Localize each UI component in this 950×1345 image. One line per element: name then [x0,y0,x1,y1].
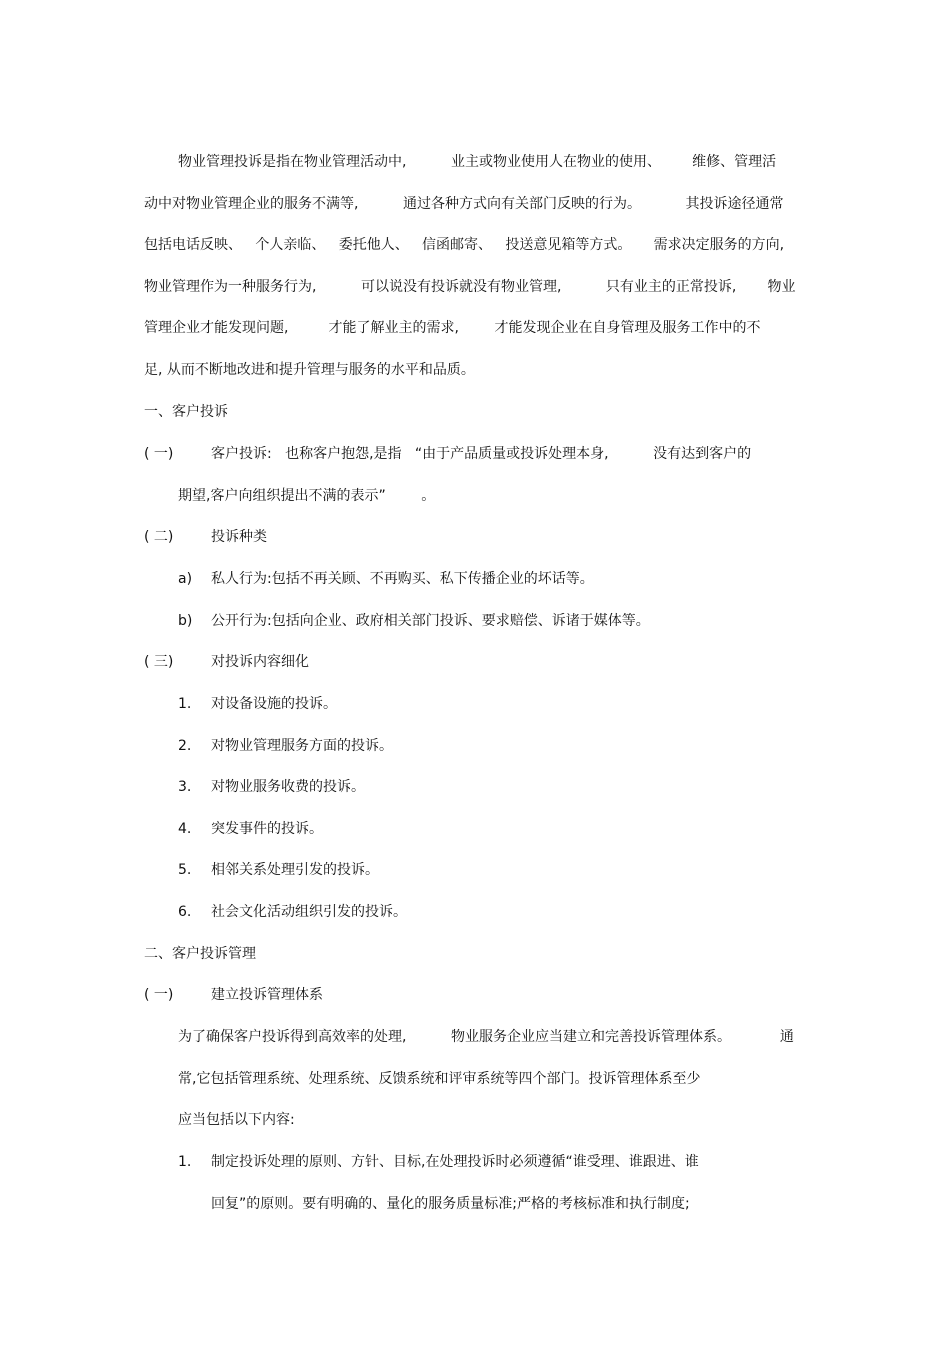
list-marker: 1. [178,1154,192,1170]
list-item: 公开行为:包括向企业、政府相关部门投诉、要求赔偿、诉诸于媒体等。 [211,613,650,629]
list-item: 对物业服务收费的投诉。 [211,779,365,795]
intro-line-3: 包括电话反映、 个人亲临、 委托他人、 信函邮寄、 投送意见箱等方式。 需求决定服务的方向, [144,237,785,253]
intro-line-4: 物业管理作为一种服务行为, 可以说没有投诉就没有物业管理, 只有业主的正常投诉, 物业 [144,279,796,295]
definition-line-2: 期望,客户向组织提出不满的表示” 。 [178,488,436,504]
subsection-title: 投诉种类 [211,529,267,545]
list-marker: b) [178,613,193,629]
subsection-label: ( 一) [144,987,174,1003]
list-item-line-2: 回复”的原则。要有明确的、量化的服务质量标准;严格的考核标准和执行制度; [211,1196,690,1212]
section-heading: 二、客户投诉管理 [144,946,256,962]
list-marker: 5. [178,862,192,878]
subsection-title: 对投诉内容细化 [211,654,309,670]
intro-line-5: 管理企业才能发现问题, 才能了解业主的需求, 才能发现企业在自身管理及服务工作中的不 [144,320,761,336]
paragraph-line-3: 应当包括以下内容: [178,1112,295,1128]
subsection-label: ( 二) [144,529,174,545]
definition-line-1: 客户投诉: 也称客户抱怨,是指 “由于产品质量或投诉处理本身, 没有达到客户的 [211,446,752,462]
paragraph-line-2: 常,它包括管理系统、处理系统、反馈系统和评审系统等四个部门。投诉管理体系至少 [178,1071,701,1087]
list-item: 对物业管理服务方面的投诉。 [211,738,393,754]
list-item: 社会文化活动组织引发的投诉。 [211,904,407,920]
intro-line-2: 动中对物业管理企业的服务不满等, 通过各种方式向有关部门反映的行为。 其投诉途径通常 [144,196,784,212]
list-marker: a) [178,571,193,587]
list-item: 相邻关系处理引发的投诉。 [211,862,379,878]
list-marker: 1. [178,696,192,712]
intro-line-1: 物业管理投诉是指在物业管理活动中, 业主或物业使用人在物业的使用、 维修、管理活 [178,154,777,170]
list-item: 对设备设施的投诉。 [211,696,337,712]
list-marker: 2. [178,738,192,754]
list-marker: 6. [178,904,192,920]
intro-line-6: 足, 从而不断地改进和提升管理与服务的水平和品质。 [144,362,475,378]
subsection-label: ( 一) [144,446,174,462]
subsection-title: 建立投诉管理体系 [211,987,323,1003]
list-item-line-1: 制定投诉处理的原则、方针、目标,在处理投诉时必须遵循“谁受理、谁跟进、谁 [211,1154,699,1170]
list-marker: 3. [178,779,192,795]
list-marker: 4. [178,821,192,837]
subsection-label: ( 三) [144,654,174,670]
paragraph-line-1: 为了确保客户投诉得到高效率的处理, 物业服务企业应当建立和完善投诉管理体系。 通 [178,1029,794,1045]
list-item: 突发事件的投诉。 [211,821,323,837]
list-item: 私人行为:包括不再关顾、不再购买、私下传播企业的坏话等。 [211,571,594,587]
section-heading: 一、客户投诉 [144,404,228,420]
